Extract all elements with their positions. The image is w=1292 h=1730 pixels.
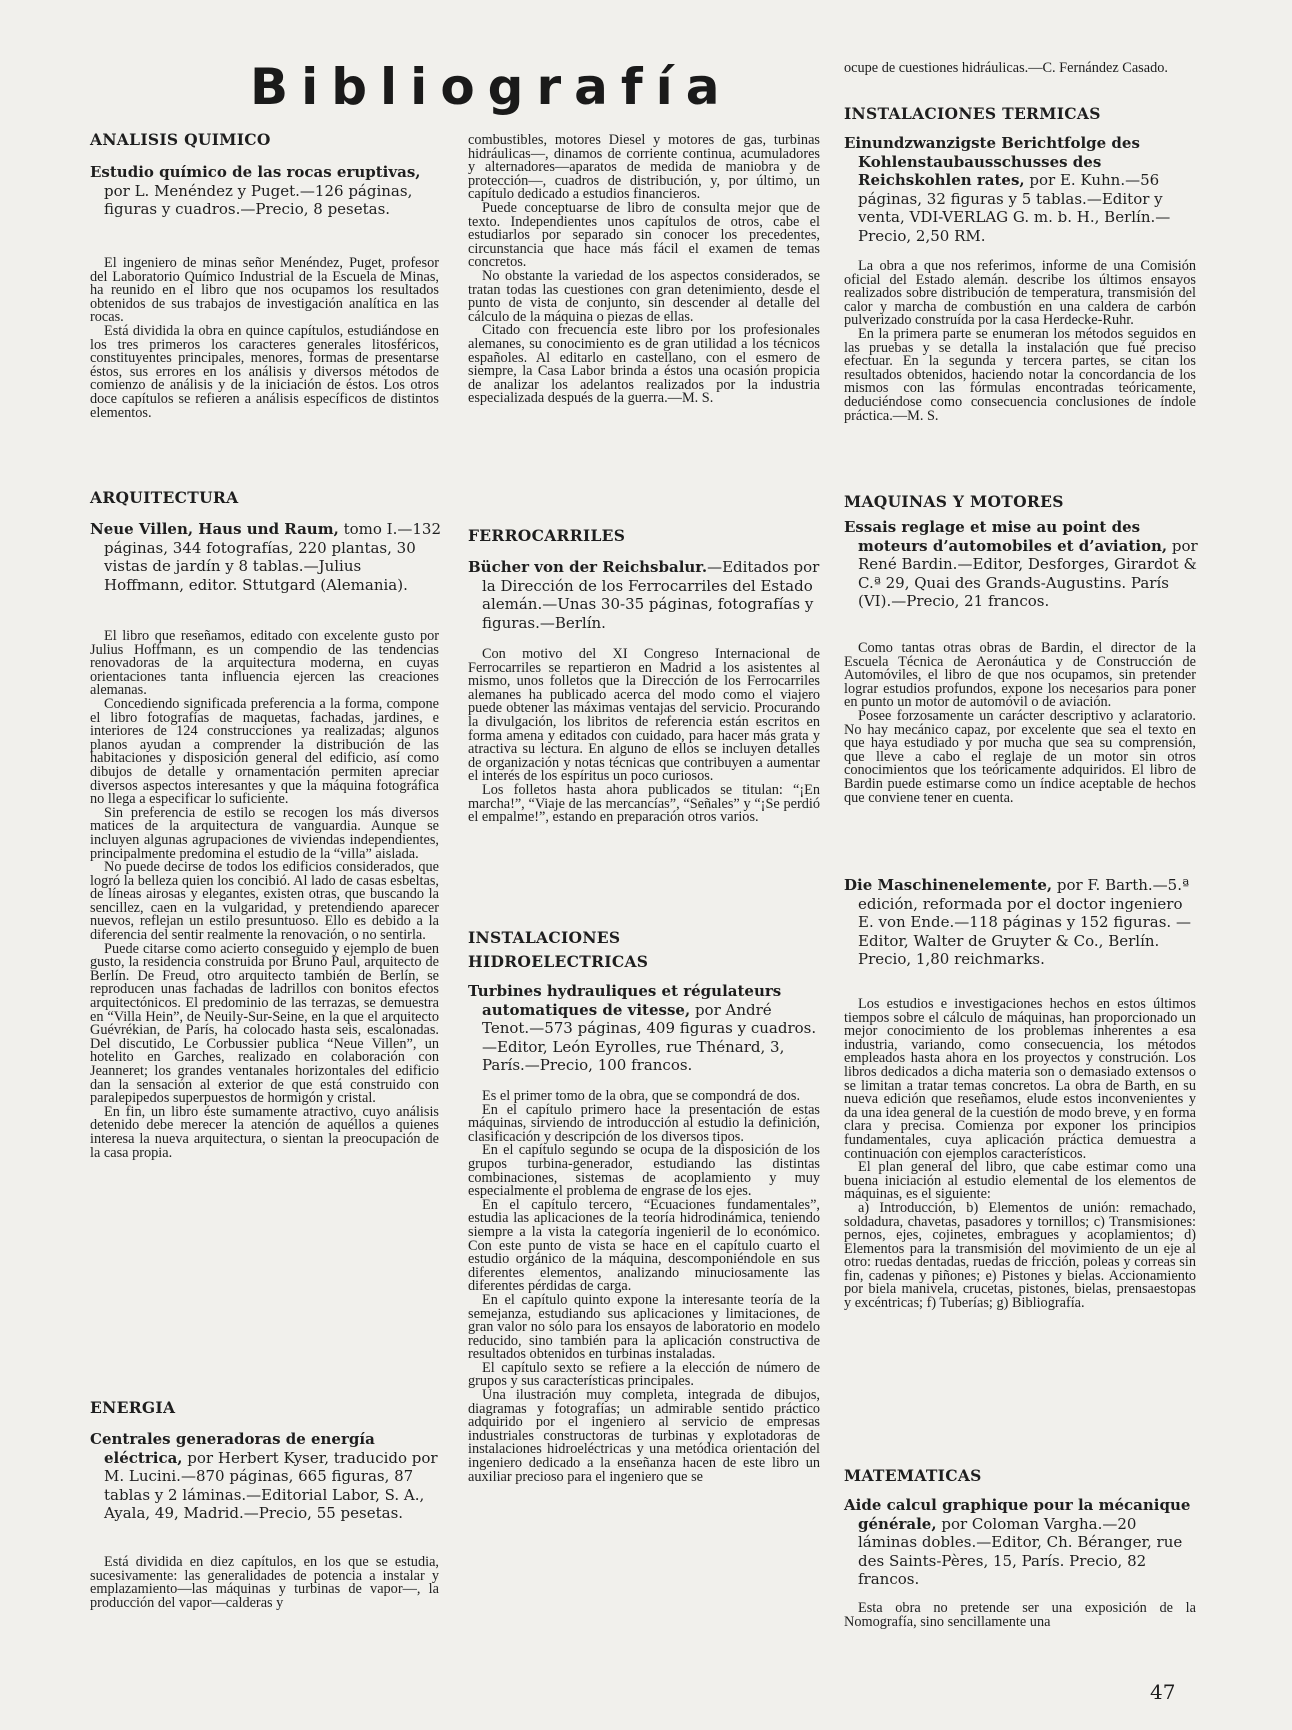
book-details: tomo I.—132 páginas, 344 fotografías, 220 plantas, 30 vistas de jardín y 8 tablas.—Julius Hoffmann, editor. Sttutgard (Alemania). (104, 520, 441, 594)
paragraph: Puede citarse como acierto conseguido y ejemplo de buen gusto, la residencia construida por Bruno Paul, arquitecto de Berlín. De Freud, otro arquitecto también de Berlín, se reproducen unas fachadas de ladrillos con bonitos efectos arquitectónicos. El predominio de las terrazas, se demuestra en “Villa Hein”, de Neuily-Sur-Seine, en la que el arquitecto Guévrékian, de París, ha colocado hasta seis, escalonadas. Del discutido, Le Corbussier publica “Neue Villen”, un hotelito en Garches, realizado en colaboración con Jeanneret; los grandes ventanales horizontales del edificio dan la sensación al exterior de que está construido con paralepipedos superpuestos de hormigón y cristal. (90, 940, 439, 1107)
book-title: Aide calcul graphique pour la mécanique générale, (844, 1496, 1191, 1533)
book-reference-hidro (468, 982, 822, 1075)
paragraph: Una ilustración muy completa, integrada de dibujos, diagramas y fotografías; un admirable sentido práctico adquirido por el ingeniero al servicio de empresas industriales constructoras de turbinas y explotadoras de instalaciones hidroeléctricas y una metódica orientación del ingeniero dedicado a la enseñanza hacen de este libro un auxiliar precioso para el ingeniero que se (468, 1387, 820, 1485)
review-body-vargha (844, 1602, 1196, 1629)
book-title: Essais reglage et mise au point des moteurs d’automobiles et d’aviation, (844, 518, 1168, 555)
paragraph: En el capítulo tercero, “Ecuaciones fundamentales”, estudia las aplicaciones de la teoría hidrodinámica, teniendo siempre a la vista la categoría ingenieril de lo económico. Con este punto de vista se hace en el capítulo cuarto el estudio orgánico de la máquina, descomponiéndole en sus diferentes elementos, analizando minuciosamente las diferentes pérdidas de carga. (468, 1196, 820, 1295)
review-body-ferrocarriles (468, 648, 820, 825)
section-heading-termicas: INSTALACIONES TERMICAS (844, 104, 1101, 123)
book-details: —Editados por la Dirección de los Ferrocarriles del Estado alemán.—Unas 30-35 páginas, fotografías y figuras.—Berlín. (482, 558, 820, 632)
paragraph: Está dividida en diez capítulos, en los que se estudia, sucesivamente: las generalidades de potencia a instalar y emplazamiento—las máquinas y turbinas de vapor—, la producción del vapor—calderas y (90, 1554, 439, 1611)
book-title: Centrales generadoras de energía eléctrica, (90, 1430, 375, 1467)
review-body-energia-continued (468, 134, 820, 406)
paragraph: El libro que reseñamos, editado con excelente gusto por Julius Hoffmann, es un compendio de las tendencias renovadoras de la arquitectura moderna, en cuyas orientaciones tanta influencia ejercen las creaciones alemanas. (90, 628, 439, 699)
book-details: por E. Kuhn.—56 páginas, 32 figuras y 5 tablas.—Editor y venta, VDI-VERLAG G. m. b. H., Berlín.—Precio, 2,50 RM. (858, 171, 1171, 245)
book-reference-barth (844, 876, 1198, 969)
paragraph: En el capítulo segundo se ocupa de la disposición de los grupos turbina-generador, estudiando las distintas combinaciones, sistemas de acoplamiento y muy especialmente el problema de engrase de los ejes. (468, 1142, 820, 1200)
book-title: Einundzwanzigste Berichtfolge des Kohlenstaubausschusses des Reichskohlen rates, (844, 134, 1140, 189)
paragraph: Con motivo del XI Congreso Internacional de Ferrocarriles se repartieron en Madrid a los asistentes al mismo, unos folletos que la Dirección de los Ferrocarriles alemanes ha publicado acerca del modo como el viajero puede obtener las máximas ventajas del servicio. Procurando la divulgación, los libritos de referencia están escritos en forma amena y editados con cuidado, para hacer más grata y atractiva su lectura. En alguno de ellos se incluyen detalles de organización y notas técnicas que contribuyen a aumentar el interés de los espíritus un poco curiosos. (468, 646, 820, 785)
book-title: Turbines hydrauliques et régulateurs automatiques de vitesse, (468, 982, 782, 1019)
book-reference-energia (90, 1430, 445, 1523)
section-heading-energia: ENERGIA (90, 1398, 176, 1417)
paragraph: En el capítulo primero hace la presentación de estas máquinas, sirviendo de introducción al estudio la definición, clasificación y descripción de los diversos tipos. (468, 1101, 820, 1145)
paragraph: Es el primer tomo de la obra, que se compondrá de dos. (482, 1088, 801, 1104)
paragraph: Sin preferencia de estilo se recogen los más diversos matices de la arquitectura de vanguardia. Aunque se incluyen algunas agrupaciones de viviendas independientes, principalmente predomina el estudio de la “villa” aislada. (90, 804, 439, 862)
paragraph: ocupe de cuestiones hidráulicas.—C. Fernández Casado. (844, 60, 1168, 76)
review-body-bardin (844, 642, 1196, 805)
book-details: por F. Barth.—5.ª edición, reformada por el doctor ingeniero E. von Ende.—118 páginas y 152 figuras. — Editor, Walter de Gruyter & Co., Berlín. Precio, 1,80 reichmarks. (858, 876, 1191, 968)
book-reference-vargha (844, 1496, 1198, 1589)
paragraph: Los folletos hasta ahora publicados se titulan: “¡En marcha!”, “Viaje de las mercancías”, “Señales” y “¡Se perdió el empalme!”, estando en preparación otros varios. (468, 781, 820, 826)
paragraph: Como tantas otras obras de Bardin, el director de la Escuela Técnica de Aeronáutica y de Construcción de Automóviles, el libro de que nos ocupamos, sin pretender lograr estudios profundos, expone los necesarios para poner en punto un motor de automóvil o de aviación. (844, 640, 1196, 711)
paragraph: combustibles, motores Diesel y motores de gas, turbinas hidráulicas—, dinamos de corriente continua, acumuladores y alternadores—aparatos de medida de maniobra y de protección—, cuadros de distribución, y, por último, un capítulo dedicado a estudios financieros. (468, 132, 820, 203)
section-heading-maquinas: MAQUINAS Y MOTORES (844, 492, 1064, 511)
paragraph: Puede conceptuarse de libro de consulta mejor que de texto. Independientes unos capítulos de otros, cabe el estudiarlos por separado sin conocer los precedentes, circunstancia que hace más fácil el examen de temas concretos. (468, 199, 820, 271)
book-details: por Herbert Kyser, traducido por M. Lucini.—870 páginas, 665 figuras, 87 tablas y 2 láminas.—Editorial Labor, S. A., Ayala, 49, Madrid.—Precio, 55 pesetas. (104, 1448, 438, 1522)
book-details: por René Bardin.—Editor, Desforges, Girardot & C.ª 29, Quai des Grands-Augustins. París (VI).—Precio, 21 francos. (858, 536, 1198, 610)
section-heading-hidro-line2: HIDROELECTRICAS (468, 952, 649, 971)
book-details: por Coloman Vargha.—20 láminas dobles.—Editor, Ch. Béranger, rue des Saints-Pères, 15, París. Precio, 82 francos. (858, 1514, 1183, 1588)
paragraph: En el capítulo quinto expone la interesante teoría de la semejanza, estudiando sus aplicaciones y limitaciones, de gran valor no sólo para los ensayos de laboratorio en modelo reducido, sino también para la aplicación constructiva de resultados obtenidos en turbinas instaladas. (468, 1291, 820, 1363)
paragraph: No puede decirse de todos los edificios considerados, que logró la belleza quien los concibió. Al lado de casas esbeltas, de líneas airosas y elegantes, existen otras, que buscando la sencillez, caen en la vulgaridad, y pretendiendo aparecer nuevos, reflejan un estilo presuntuoso. Ello es debido a la diferencia del sentir realmente la renovación, o no sentirla. (90, 859, 439, 944)
book-title: Neue Villen, Haus und Raum, (90, 520, 339, 538)
page-number: 47 (1150, 1680, 1176, 1704)
review-body-hidro-continued (844, 62, 1196, 76)
book-reference-analisis (90, 163, 445, 219)
review-body-hidro (468, 1090, 820, 1484)
book-title: Die Maschinenelemente, (844, 876, 1053, 894)
review-body-barth (844, 998, 1196, 1311)
section-heading-hidro-line1: INSTALACIONES (468, 928, 621, 947)
book-reference-ferrocarriles (468, 558, 822, 632)
section-heading-arquitectura: ARQUITECTURA (90, 488, 239, 507)
paragraph: El ingeniero de minas señor Menéndez, Puget, profesor del Laboratorio Químico Industrial de la Escuela de Minas, ha reunido en el libro que nos ocupamos los resultados obtenidos de sus trabajos de investigación analítica en las rocas. (90, 255, 439, 326)
masthead-title: Bibliografía (250, 58, 733, 116)
book-reference-arquitectura (90, 520, 445, 594)
paragraph: Los estudios e investigaciones hechos en estos últimos tiempos sobre el cálculo de máquinas, han proporcionado un mejor conocimiento de los problemas inherentes a esa industria, variando, como consecuencia, los métodos empleados hasta ahora en los proyectos y construción. Los libros dedicados a dicha materia son o demasiado extensos o se limitan a tratar temas concretos. La obra de Barth, en su nueva edición que reseñamos, elude estos inconvenientes y da una idea general de la cuestión de modo breve, y en forma clara y precisa. Comienza por exponer los principios fundamentales, cuya aplicación práctica demuestra a continuación con ejemplos característicos. (844, 996, 1196, 1162)
paragraph: Está dividida la obra en quince capítulos, estudiándose en los tres primeros los caracteres generales litosféricos, constituyentes principales, menores, formas de presentarse éstos, sus errores en los análisis y diversos métodos de comienzo de análisis y de la iniciación de éstos. Los otros doce capítulos se refieren a análisis específicos de distintos elementos. (90, 322, 439, 421)
paragraph: El plan general del libro, que cabe estimar como una buena iniciación al estudio elemental de los elementos de máquinas, es el siguiente: (844, 1159, 1196, 1203)
paragraph: La obra a que nos referimos, informe de una Comisión oficial del Estado alemán. describe los últimos ensayos realizados sobre distribución de temperatura, transmisión del calor y marcha de combustión en una caldera de carbón pulverizado construída por la casa Herdecke-Ruhr. (844, 258, 1196, 329)
review-body-analisis (90, 257, 439, 420)
book-title: Estudio químico de las rocas eruptivas, (90, 163, 421, 181)
book-reference-termicas (844, 134, 1198, 245)
paragraph: Citado con frecuencia este libro por los profesionales alemanes, su conocimiento es de gran utilidad a los técnicos españoles. Al editarlo en castellano, con el esmero de siempre, la Casa Labor brinda a éstos una ocasión propicia de analizar los adelantos realizados por la industria especializada después de la guerra.—M. S. (468, 322, 820, 407)
book-details: por André Tenot.—573 páginas, 409 figuras y cuadros.—Editor, León Eyrolles, rue Thénard, 3, París.—Precio, 100 francos. (482, 1000, 817, 1074)
book-title: Bücher von der Reichsbalur. (468, 558, 708, 576)
paragraph: Posee forzosamente un carácter descriptivo y aclaratorio. No hay mecánico capaz, por excelente que sea el texto en que haya estudiado y por mucha que sea su comprensión, que lleve a cabo el reglaje de un motor sin otros conocimientos que los teóricamente adquiridos. El libro de Bardin puede estimarse como un índice aceptable de hechos que conviene tener en cuenta. (844, 707, 1196, 806)
paragraph: En fin, un libro éste sumamente atractivo, cuyo análisis detenido debe merecer la atención de aquéllos a quienes interesa la nueva arquitectura, o sientan la preocupación de la casa propia. (90, 1103, 439, 1161)
section-heading-analisis: ANALISIS QUIMICO (90, 130, 271, 149)
paragraph: Esta obra no pretende ser una exposición de la Nomografía, sino sencillamente una (844, 1600, 1196, 1630)
paragraph: Concediendo significada preferencia a la forma, compone el libro fotografías de maquetas, fachadas, jardines, e interiores de 124 construcciones ya realizadas; algunos planos ayudan a comprender la distribución de las habitaciones y disposición general del edificio, así como dibujos de detalle y ornamentación permiten apreciar diversos aspectos interesantes y que la máquina fotográfica no llega a especificar lo suficiente. (90, 695, 439, 808)
review-body-termicas (844, 260, 1196, 423)
section-heading-ferrocarriles: FERROCARRILES (468, 526, 626, 545)
paragraph: No obstante la variedad de los aspectos considerados, se tratan todas las cuestiones con gran detenimiento, desde el punto de vista de conjunto, sin descender al detalle del cálculo de la máquina o piezas de ellas. (468, 267, 820, 325)
review-body-energia (90, 1556, 439, 1610)
paragraph: a) Introducción, b) Elementos de unión: remachado, soldadura, chavetas, pasadores y tornillos; c) Transmisiones: pernos, ejes, cojinetes, embragues y acoplamientos; d) Elementos para la transmisión del movimiento de un eje al otro: ruedas dentadas, ruedas de fricción, poleas y correas sin fin, cadenas y piñones; e) Pistones y bielas. Accionamiento por biela manivela, crucetas, pistones, bielas, prensaestopas y excéntricas; f) Tuberías; g) Bibliografía. (844, 1199, 1196, 1312)
book-reference-bardin (844, 518, 1198, 611)
book-details: por L. Menéndez y Puget.—126 páginas, figuras y cuadros.—Precio, 8 pesetas. (104, 181, 413, 218)
review-body-arquitectura (90, 630, 439, 1160)
paragraph: En la primera parte se enumeran los métodos seguidos en las pruebas y se detalla la instalación que fué preciso efectuar. En la segunda y tercera partes, se citan los resultados obtenidos, haciendo notar la concordancia de los mismos con las fórmulas encontradas teóricamente, deduciéndose como consecuencia conclusiones de índole práctica.—M. S. (844, 325, 1196, 424)
section-heading-matematicas: MATEMATICAS (844, 1466, 982, 1485)
paragraph: El capítulo sexto se refiere a la elección de número de grupos y sus características principales. (468, 1359, 820, 1390)
